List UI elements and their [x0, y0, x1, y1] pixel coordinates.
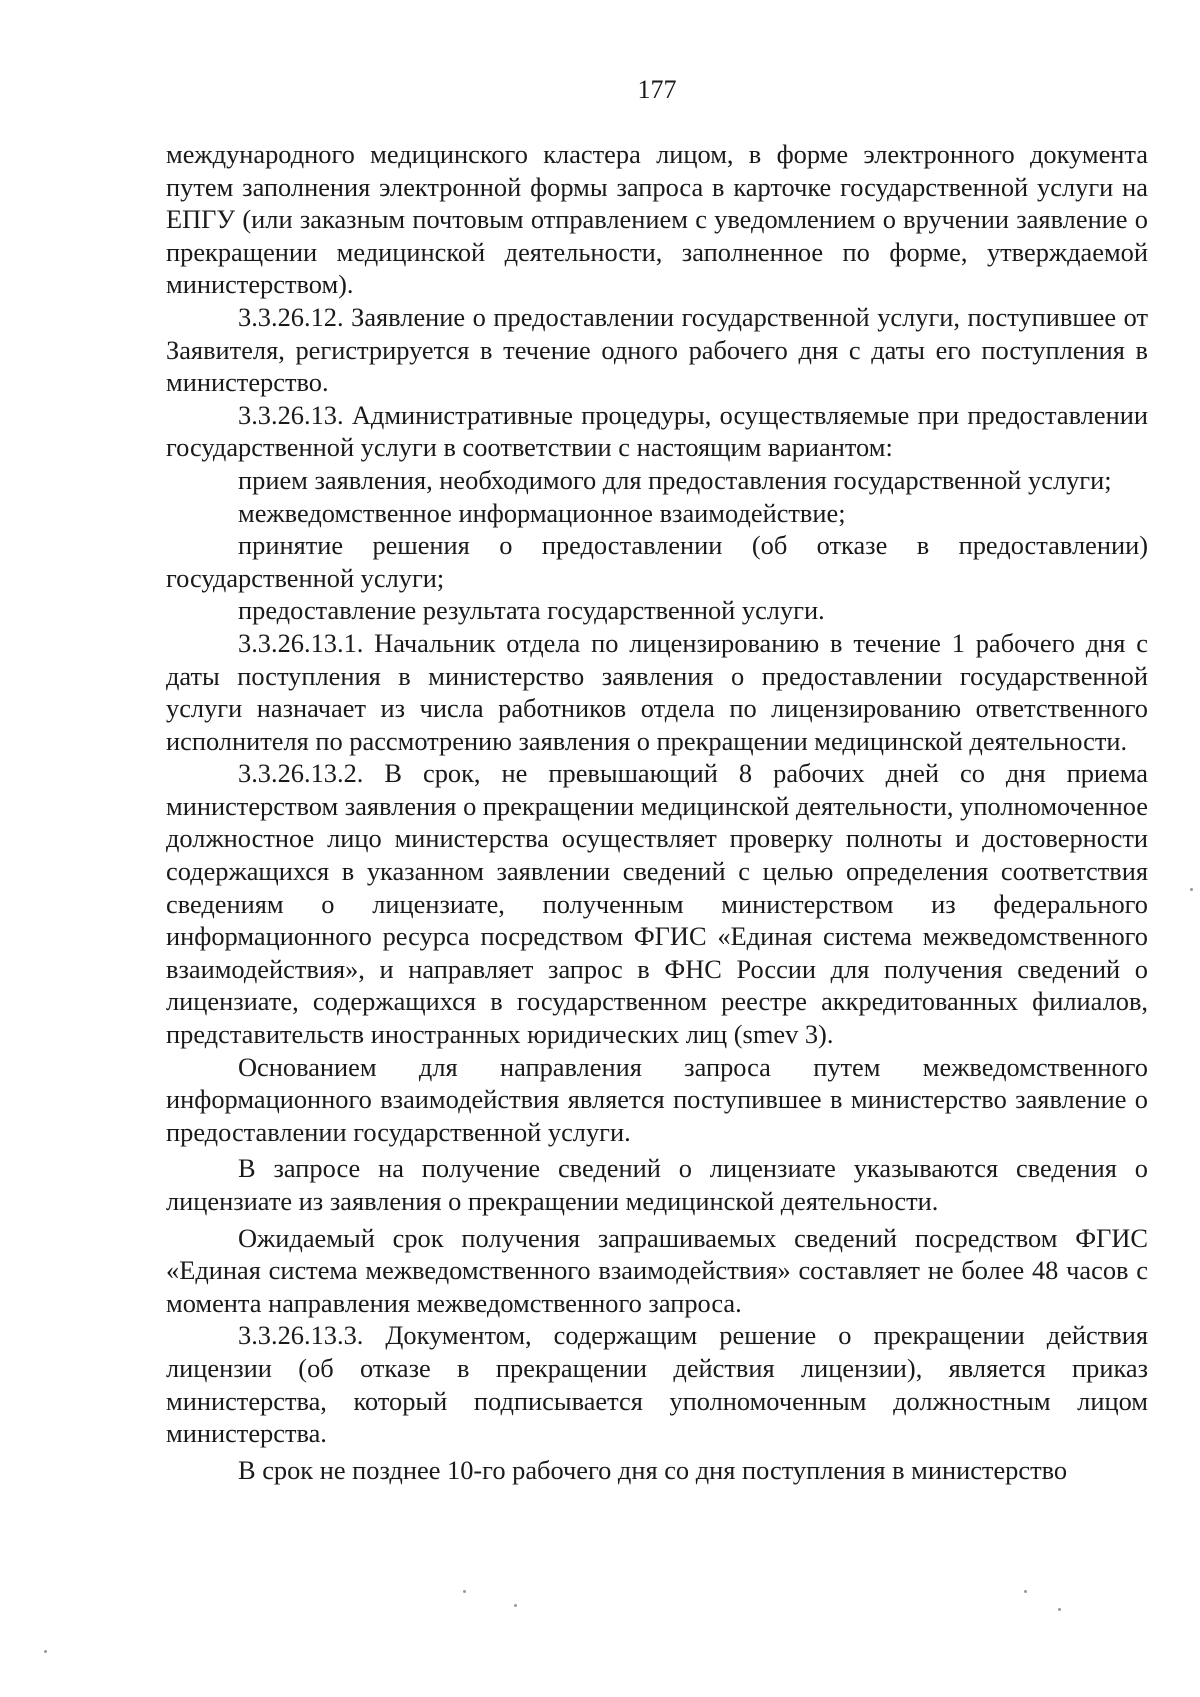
document-body	[166, 138, 1148, 1486]
scan-speck	[1024, 1590, 1027, 1593]
page-number: 177	[637, 75, 677, 104]
scan-speck	[44, 1650, 47, 1653]
paragraph-3-3-26-13-1: 3.3.26.13.1. Начальник отдела по лицензированию в течение 1 рабочего дня с даты поступления в министерство заявления о предоставлении государственной услуги назначает из числа работников отдела по лицензированию ответственного исполнителя по рассмотрению заявления о прекращении медицинской деятельности.	[166, 627, 1148, 756]
paragraph-3-3-26-12: 3.3.26.12. Заявление о предоставлении государственной услуги, поступившее от Заявителя, регистрируется в течение одного рабочего дня с даты его поступления в министерство.	[166, 301, 1148, 398]
paragraph-continuation: международного медицинского кластера лицом, в форме электронного документа путем заполнения электронной формы запроса в карточке государственной услуги на ЕПГУ (или заказным почтовым отправлением с уведомлением о вручении заявление о прекращении медицинской деятельности, заполненное по форме, утверждаемой министерством).	[166, 139, 1148, 300]
scan-speck	[514, 1604, 517, 1607]
list-item-procedure-4: предоставление результата государственной услуги.	[238, 595, 825, 626]
paragraph-3-3-26-13-2: 3.3.26.13.2. В срок, не превышающий 8 рабочих дней со дня приема министерством заявления о прекращении медицинской деятельности, уполномоченное должностное лицо министерства осуществляет проверку полноты и достоверности содержащихся в указанном заявлении сведений с целью определения соответствия сведениям о лицензиате, полученным министерством из федерального информационного ресурса посредством ФГИС «Единая система межведомственного взаимодействия», и направляет запрос в ФНС России для получения сведений о лицензиате, содержащихся в государственном реестре аккредитованных филиалов, представительств иностранных юридических лиц (smev 3).	[166, 758, 1148, 1050]
paragraph-expected-period: Ожидаемый срок получения запрашиваемых сведений посредством ФГИС «Единая система межведомственного взаимодействия» составляет не более 48 часов с момента направления межведомственного запроса.	[166, 1222, 1148, 1318]
scan-speck	[1190, 888, 1193, 891]
list-item-procedure-1: прием заявления, необходимого для предоставления государственной услуги;	[238, 464, 1112, 495]
scan-speck	[1058, 1608, 1061, 1611]
paragraph-3-3-26-13: 3.3.26.13. Административные процедуры, осуществляемые при предоставлении государственной услуги в соответствии с настоящим вариантом:	[166, 399, 1148, 463]
paragraph-3-3-26-13-3: 3.3.26.13.3. Документом, содержащим решение о прекращении действия лицензии (об отказе в прекращении действия лицензии), является приказ министерства, который подписывается уполномоченным должностным лицом министерства.	[166, 1320, 1148, 1449]
paragraph-basis-for-request: Основанием для направления запроса путем межведомственного информационного взаимодействия является поступившее в министерство заявление о предоставлении государственной услуги.	[166, 1051, 1148, 1147]
list-item-procedure-2: межведомственное информационное взаимодействие;	[238, 497, 846, 528]
paragraph-deadline: В срок не позднее 10-го рабочего дня со дня поступления в министерство	[238, 1454, 1068, 1485]
paragraph-request-contents: В запросе на получение сведений о лицензиате указываются сведения о лицензиате из заявления о прекращении медицинской деятельности.	[166, 1153, 1148, 1216]
list-item-procedure-3: принятие решения о предоставлении (об отказе в предоставлении) государственной услуги;	[166, 530, 1148, 593]
scan-speck	[463, 1590, 466, 1593]
